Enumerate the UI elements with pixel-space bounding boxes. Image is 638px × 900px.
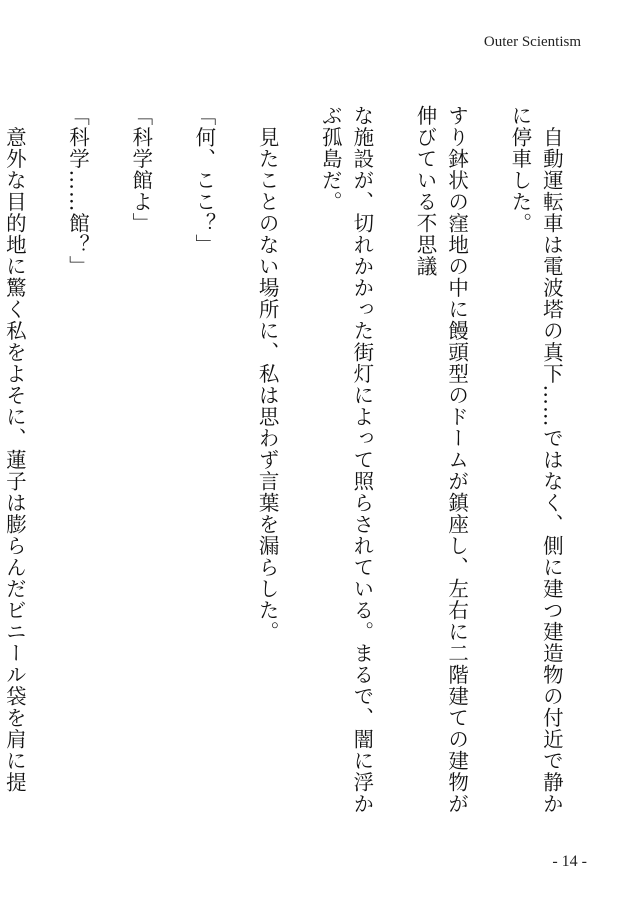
text-line: 意外な目的地に驚く私をよそに、蓮子は膨らんだビニール袋を肩に提 bbox=[2, 126, 27, 793]
dialogue-line: 「何、ここ？」 bbox=[191, 105, 216, 256]
page-number: - 14 - bbox=[552, 853, 587, 870]
dialogue-line: 「科学館よ」 bbox=[128, 105, 153, 234]
text-line: な施設が、切れかかった街灯によって照らされている。まるで、闇に浮かぶ孤島だ。 bbox=[318, 105, 374, 815]
text-line: 見たことのない場所に、私は思わず言葉を漏らした。 bbox=[255, 105, 280, 643]
running-header: Outer Scientism bbox=[483, 34, 581, 50]
dialogue-line: 「科学……館？」 bbox=[65, 105, 90, 277]
text-line: 自動運転車は電波塔の真下……ではなく、側に建つ建造物の付近で静かに停車した。 bbox=[507, 105, 564, 815]
text-line: すり鉢状の窪地の中に饅頭型のドームが鎮座し、左右に二階建ての建物が伸びている不思議 bbox=[413, 105, 469, 815]
vertical-body-text bbox=[2, 105, 598, 825]
